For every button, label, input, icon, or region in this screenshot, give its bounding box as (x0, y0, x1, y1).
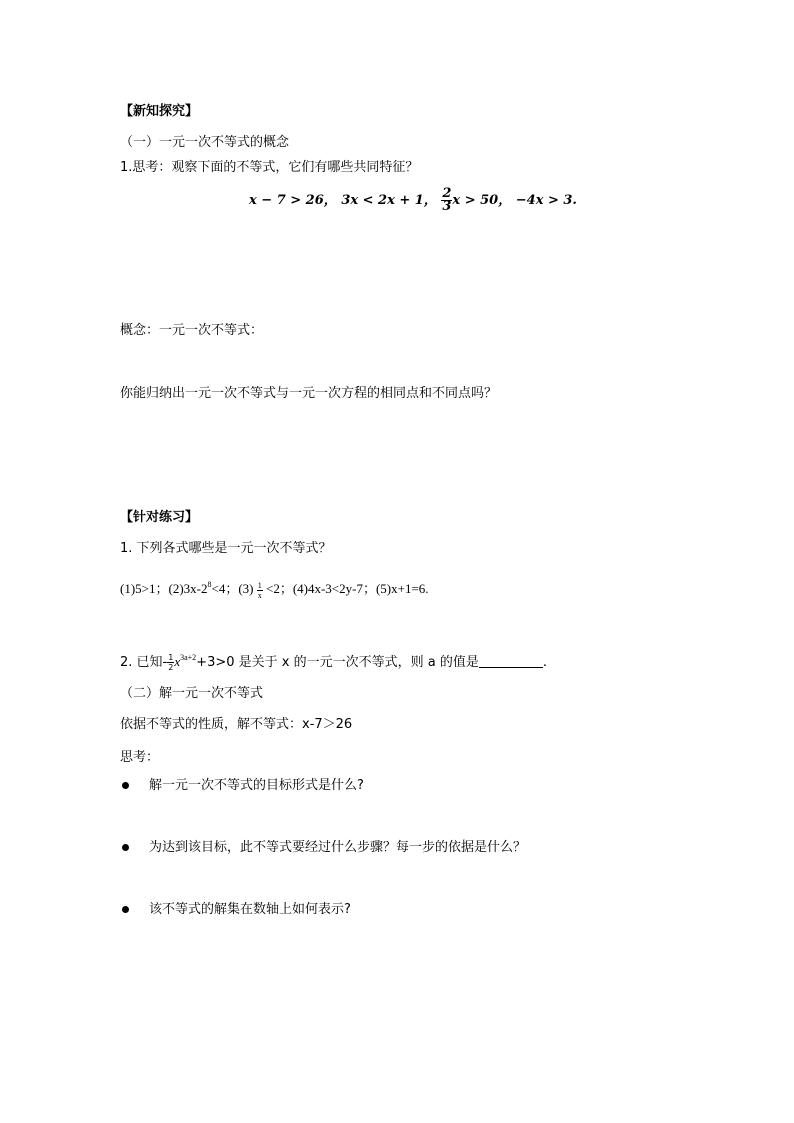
q1-part3: <2；(4)4x-3<2y-7；(5)x+1=6. (265, 581, 429, 596)
practice-q1-prompt: 1. 下列各式哪些是一元一次不等式？ (120, 541, 332, 556)
fraction-denominator: 3 (442, 199, 452, 214)
q1-part2: <4；(3) (211, 581, 254, 596)
bullet-item-number-line: 该不等式的解集在数轴上如何表示? (149, 902, 351, 917)
q1-part1: (1)5>1；(2)3x-2 (120, 581, 208, 596)
q2-fraction-denominator: 2 (168, 663, 174, 672)
q1-fraction-numerator: 1 (257, 580, 262, 590)
q2-fraction-numerator: 1 (168, 653, 174, 662)
inequality-b: 3x < 2x + 1， (341, 193, 437, 208)
solve-task: 依据不等式的性质，解不等式：x-7＞26 (120, 717, 353, 732)
inequality-a: x − 7 > 26， (249, 193, 337, 208)
think-label: 思考： (120, 750, 160, 765)
q2-end: . (542, 655, 547, 670)
q1-fraction-denominator: x (257, 590, 262, 600)
fraction-numerator: 2 (442, 186, 452, 201)
q2-variable: x (174, 654, 181, 669)
compare-question: 你能归纳出一元一次不等式与一元一次方程的相同点和不同点吗？ (120, 386, 498, 401)
q2-exponent: 3a+2 (180, 653, 197, 662)
section-heading-practice: 【针对练习】 (120, 510, 199, 525)
think-prompt: 1.思考：观察下面的不等式，它们有哪些共同特征？ (120, 160, 419, 175)
subheading-concept: （一）一元一次不等式的概念 (120, 135, 290, 150)
subheading-solve: （二）解一元一次不等式 (120, 686, 264, 701)
bullet-icon (122, 906, 129, 913)
q1-exponent: 8 (207, 580, 212, 589)
answer-blank[interactable] (479, 655, 543, 668)
q2-lead: 2. 已知- (120, 655, 168, 670)
bullet-icon (122, 844, 129, 851)
q1-fraction (257, 581, 263, 600)
bullet-item-steps: 为达到该目标，此不等式要经过什么步骤？每一步的依据是什么？ (149, 840, 527, 855)
inequality-d: −4x > 3. (515, 193, 577, 208)
section-heading-new-knowledge: 【新知探究】 (120, 104, 199, 119)
practice-q2 (120, 645, 547, 676)
inequality-c-fraction (441, 188, 452, 213)
inequality-list (249, 186, 577, 216)
bullet-icon (122, 782, 129, 789)
bullet-item-goal: 解一元一次不等式的目标形式是什么? (149, 778, 364, 793)
practice-q1-options (120, 572, 429, 602)
concept-label: 概念：一元一次不等式： (120, 323, 264, 338)
inequality-c-rest: x > 50， (452, 193, 512, 208)
q2-rest: +3>0 是关于 x 的一元一次不等式，则 a 的值是 (196, 655, 479, 670)
